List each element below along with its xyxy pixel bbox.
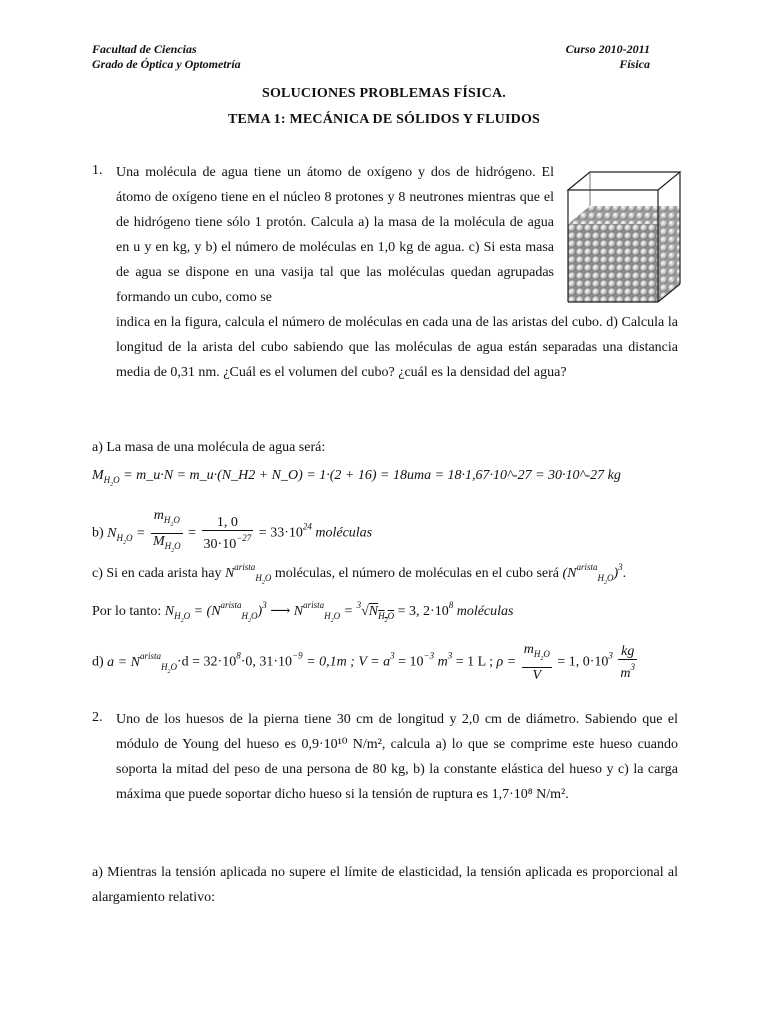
document-title: SOLUCIONES PROBLEMAS FÍSICA. [261, 86, 507, 101]
subject-name: Física [619, 57, 650, 71]
cube-of-molecules-figure [560, 168, 686, 308]
solution-1d-equation: d) $a = N^{arista}_{H_2O}\cdot d = 32\cdot 10^8\cdot 0$, $31\cdot 10^{-9} = 0,1m$ ; $V = a^3 = 10^{-3}$ $m^3 = 1$ L ; ρ = $\frac{m_{H_2O}}{V}$ = 1, $0\cdot 10^3$ $\frac{kg}{m^3}$ [92, 642, 636, 683]
solution-2-text: a) Mientras la tensión aplicada no supere el límite de elasticidad, la tensión aplicada es proporcional al alargamiento relativo: [92, 865, 678, 905]
conclusion-label: Por lo tanto: [92, 604, 162, 619]
fraction-denominator: 30·10 [203, 536, 237, 552]
solution-1b-label: b) [92, 525, 104, 541]
density-fraction: $\frac{m_{H_2O}}{V}$ [523, 642, 550, 683]
edge-equation-2: ·0, 31·10 [240, 654, 293, 670]
problem-2-number: 2. [92, 710, 103, 725]
solution-1c-text-2: moléculas, el número de moléculas en el cubo será [274, 566, 559, 581]
faculty-header [92, 42, 241, 72]
edge-equation-1: ·d = 32·10 [176, 654, 237, 670]
volume-equation-2: = 10 [398, 654, 424, 670]
degree-name: Grado de Óptica y Optometría [92, 57, 241, 71]
course-header [566, 42, 650, 72]
fraction-numerator: 1, 0 [202, 515, 254, 531]
volume-equation-3: m [437, 654, 448, 670]
problem-1-text-a: Una molécula de agua tiene un átomo de oxígeno y dos de hidrógeno. El átomo de oxígeno tiene en el núcleo 8 protones y 8 neutrones mientras que el de hidrógeno tiene sólo 1 protón. Calcula a) la masa de la molécula de agua en u y en kg, y b) el número de moléculas en 1,0 kg de agua. c) Si esta masa de agua se dispone en una vasija tal que las moléculas quedan agrupadas formando un cubo, como se [116, 165, 554, 305]
solution-1b-unit: moléculas [315, 525, 373, 541]
solution-1-conclusion: Por lo tanto: $N_{H_2O} = (N^{arista}_{H_2O})^3$ ⟶ $N^{arista}_{H_2O} = ^3√N_{H_2O} = 3$, $2\cdot 10^8$ moléculas [92, 600, 514, 624]
problem-1-number: 1. [92, 163, 103, 178]
mass-ratio-fraction: $\frac{m_{H_2O}}{M_{H_2O}}$ [152, 508, 181, 554]
density-result: = 1, 0·10 [557, 654, 609, 670]
arista-superscript: arista [234, 562, 256, 572]
density-unit-numerator: kg [618, 644, 637, 660]
topic-title: TEMA 1: MECÁNICA DE SÓLIDOS Y FLUIDOS [227, 112, 541, 127]
density-unit-fraction: $\frac{kg}{m^3}$ [620, 643, 636, 681]
solution-1a-label: a) La masa de una molécula de agua será: [92, 440, 326, 455]
problem-1-text-b: indica en la figura, calcula el número de moléculas en cada una de las aristas del cubo. d) Calcula la longitud de la arista del cubo sabiendo que las moléculas de agua están separadas una distancia media de 0,31 nm. ¿Cuál es el volumen del cubo? ¿cuál es la densidad del agua? [116, 315, 678, 380]
faculty-name: Facultad de Ciencias [92, 42, 197, 56]
solution-1b-equation: b) $N_{H_2O}$ = $\frac{m_{H_2O}}{M_{H_2O}}$ = $\frac{1, 0}{30\cdot 10^{-27}}$ = $33\cdot 10^{24}$ moléculas [92, 508, 372, 559]
solution-1b-result: = 33·10 [258, 525, 303, 541]
volume-equation-4: = 1 L ; [455, 654, 494, 670]
conclusion-unit: moléculas [456, 604, 514, 619]
solution-1c-line: c) Si en cada arista hay $N^{arista}_{H_2O}$ moléculas, el número de moléculas en el cubo será $(N^{arista}_{H_2O})^3$. [92, 562, 627, 586]
conclusion-exponent: 8 [448, 600, 454, 610]
solution-1a-equation: $M_{H_2O}$ = m_u·N = m_u·(N_H2 + N_O) = 1·(2 + 16) = 18uma = 18·1,67·10^-27 = 30·10^-27 kg [92, 468, 621, 488]
solution-1d-label: d) [92, 654, 104, 670]
course-year: Curso 2010-2011 [565, 42, 650, 56]
numeric-fraction: $\frac{1, 0}{30\cdot 10^{-27}}$ [203, 514, 252, 552]
solution-1c-text-1: c) Si en cada arista hay [92, 566, 222, 581]
problem-2-text: Uno de los huesos de la pierna tiene 30 cm de longitud y 2,0 cm de diámetro. Sabiendo que el módulo de Young del hueso es 0,9·10¹⁰ N/m², calcula a) lo que se comprime este hueso cuando soporta la mitad del peso de una persona de 80 kg, b) la constante elástica del hueso y c) la carga máxima que puede soportar dicho hueso si la tensión de ruptura es 1,7·10⁸ N/m². [116, 712, 678, 802]
edge-equation-3: = 0,1m ; [306, 654, 355, 670]
solution-1a-equation-text: = m_u·N = m_u·(N_H2 + N_O) = 1·(2 + 16) = 18uma = 18·1,67·10^-27 = 30·10^-27 kg [123, 468, 621, 483]
volume-equation-1: V = a [358, 654, 391, 670]
conclusion-result: = 3, 2·10 [397, 604, 449, 619]
